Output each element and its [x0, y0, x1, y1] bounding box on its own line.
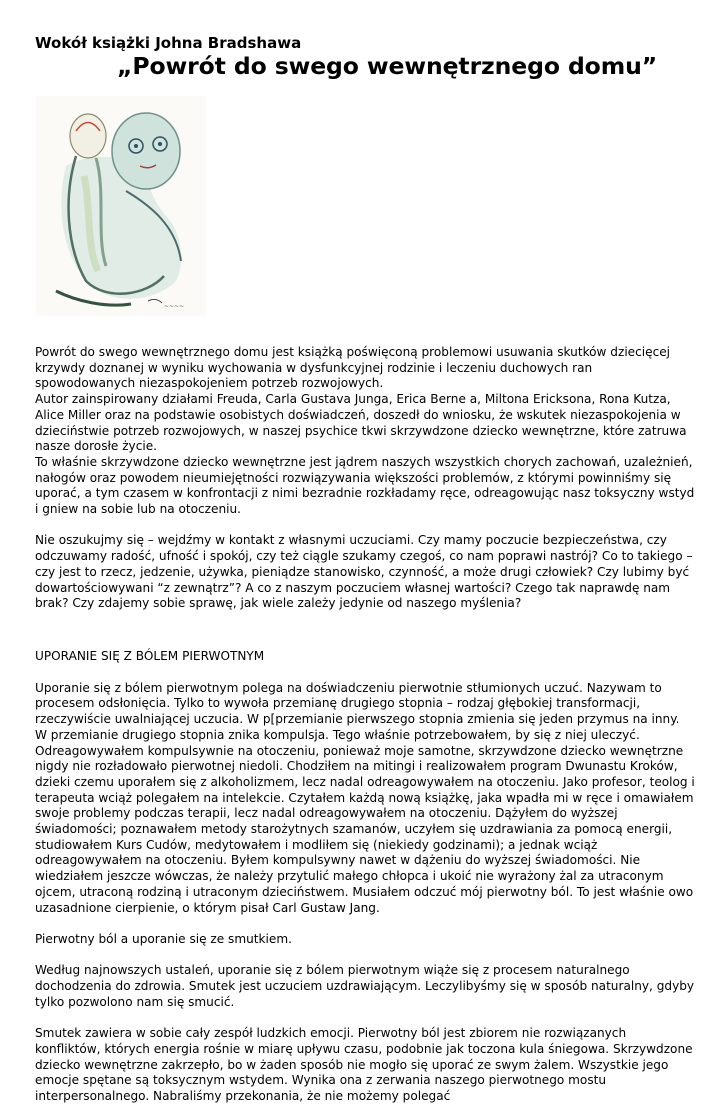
paragraph-questions: Nie oszukujmy się – wejdźmy w kontakt z własnymi uczuciami. Czy mamy poczucie bezpieczeństwa, czy odczuwamy radość, ufność i spokój, czy też ciągle szukamy czegoś, co nam poprawi nastrój? Co to takiego – czy jest to rzecz, jedzenie, używka, pieniądze stanowisko, czynność, a może drugi człowiek? Czy lubimy być dowartościowywani “z zewnątrz”? A co z naszym poczuciem własnej wartości? Czego tak naprawdę nam brak? Czy zdajemy sobie sprawę, jak wiele zależy jedynie od naszego myślenia?: [35, 533, 693, 611]
document-kicker: Wokół książki Johna Bradshawa: [35, 34, 302, 52]
paragraph-uporanie: Uporanie się z bólem pierwotnym polega na doświadczeniu pierwotnie stłumionych uczuć. Nazywam to procesem odsłonięcia. Tylko to wywoła przemianę drugiego stopnia – rodzaj głębokiej transformacji, rzeczywiście uwalniającej uczucia. W p[przemianie pierwszego stopnia zmienia się jeden przymus na inny. W przemianie drugiego stopnia znika kompulsja. Tego właśnie potrzebowałem, by się z niej uleczyć. Odreagowywałem kompulsywnie na otoczeniu, ponieważ moje samotne, skrzywdzone dziecko wewnętrzne nigdy nie rozładowało pierwotnej niedoli. Chodziłem na mitingi i realizowałem program Dwunastu Kroków, dzieki czemu uporałem się z alkoholizmem, lecz nadal odreagowywałem na otoczeniu. Jako profesor, teolog i terapeuta wciąż polegałem na intelekcie. Czytałem każdą nową książkę, jaka wpadła mi w ręce i omawiałem swoje problemy podczas terapii, lecz nadal odreagowywałem na otoczeniu. Dążyłem do wyższej świadomości; poznawałem metody starożytnych szamanów, uczyłem się uzdrawiania za pomocą energii, studiowałem Kurs Cudów, medytowałem i modliłem się (niekiedy godzinami); a jednak wciąż odreagowywałem na otoczeniu. Byłem kompulsywny nawet w dążeniu do wyższej świadomości. Nie wiedziałem jeszcze wówczas, że należy przytulić małego chłopca i ukoić nie wyrażony żal za utraconym ojcem, utraconą rodziną i utraconym dzieciństwem. Musiałem odczuć mój pierwotny ból. To jest właśnie owo uzasadnione cierpienie, o którym pisał Carl Gustaw Jang.: [35, 680, 695, 915]
intro-paragraph-1: Powrót do swego wewnętrznego domu jest książką poświęconą problemowi usuwania skutków dziecięcej krzywdy doznanej w wyniku wychowania w dysfunkcyjnej rodzinie i leczeniu duchowych ran spowodowanych niezaspokojeniem potrzeb rozwojowych.: [35, 345, 671, 391]
intro-paragraph-2: Autor zainspirowany działami Freuda, Carla Gustava Junga, Erica Berne a, Miltona Ericksona, Rona Kutza, Alice Miller oraz na podstawie osobistych doświadczeń, doszedł do wniosku, że wskutek niezaspokojenia w dzieciństwie potrzeb rozwojowych, w naszej psychice tkwi skrzywdzone dziecko wewnętrzne, które zatruwa nasze dorosłe życie.: [35, 392, 687, 454]
document-body: [35, 345, 695, 1105]
section-heading: UPORANIE SIĘ Z BÓLEM PIERWOTNYM: [35, 649, 265, 664]
painting-signature: ~~~~: [164, 303, 185, 310]
paragraph-najnowsze: Według najnowszych ustaleń, uporanie się z bólem pierwotnym wiąże się z procesem naturalnego dochodzenia do zdrowia. Smutek jest uczuciem uzdrawiającym. Leczylibyśmy się w sposób naturalny, gdyby tylko pozwolono nam się smucić.: [35, 963, 695, 1009]
paragraph-smutek: Smutek zawiera w sobie cały zespół ludzkich emocji. Pierwotny ból jest zbiorem nie rozwiązanych konfliktów, których energia rośnie w miarę upływu czasu, podobnie jak toczona kula śniegowa. Skrzywdzone dziecko wewnętrzne zakrzepło, bo w żaden sposób nie mogło się uporać ze swym żalem. Wszystkie jego emocje spętane są toksycznym wstydem. Wynika ona z zerwania naszego pierwotnego mostu interpersonalnego. Nabraliśmy przekonania, że nie możemy polegać: [35, 1026, 693, 1103]
painting-figure-with-child-icon: [36, 96, 206, 316]
intro-paragraph-3: To właśnie skrzywdzone dziecko wewnętrzne jest jądrem naszych wszystkich chorych zachowań, uzależnień, nałogów oraz powodem nieumiejętności rozwiązywania większości problemów, z którymi powinniśmy się uporać, a tym czasem w konfrontacji z nimi bezradnie rozkładamy ręce, odreagowując nasz toksyczny wstyd i gniew na sobie lub na otoczeniu.: [35, 454, 695, 517]
document-title: „Powrót do swego wewnętrznego domu”: [117, 52, 658, 80]
paragraph-subheading: Pierwotny ból a uporanie się ze smutkiem.: [35, 931, 292, 946]
